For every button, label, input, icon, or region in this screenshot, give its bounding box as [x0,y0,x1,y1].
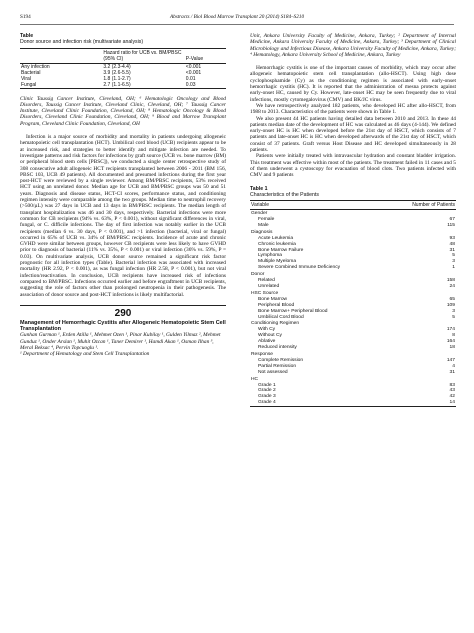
table1-variable: Partial Remission [258,363,297,369]
table1-number: 109 [446,302,455,308]
table1-variable: Donor [251,272,265,278]
table1-group-row [250,229,456,236]
table-title: Table [20,33,34,39]
paragraph-1: Hemorrhagic cystitis is one of the important causes of morbidity, which may occur after allogeneic hematopoietic stem cell transplantation (allo-HSCT). Using high dose cyclophosphamide (Cy) as the conditioning regimen is associated with early-onset hemorrhagic cystitis (HC). It is reported that the administration of mesna protects against early-onset HC, caused by Cy. However, late-onset HC may be seen frequently due to viral infections, mostly cytomegalovirus (CMV) and BK/JC virus. [250,65,456,103]
table-cell-hr: 1.8 (1.1-2.7) [103,75,131,82]
table1-number [405,376,457,383]
table1-group-row [250,271,456,278]
table-col-hr: Hazard ratio for UCB vs. BM/PBSC (95% CI) [103,49,182,62]
table1-number: 24 [449,284,455,289]
table-cell-label: Viral [21,75,31,82]
table1-number [405,290,457,297]
table1-number: 5 [452,253,455,259]
page-number: S194 [20,14,31,20]
table1-variable: Related [258,278,275,284]
paragraph-2: We have retrospectively analyzed 182 patients, who developed HC after allo-HSCT, from 1988 to 2013. Characteristics of the patients were shown in Table 1. [250,102,456,116]
table1-variable: Grade 4 [258,400,276,406]
table1-title: Table 1 [250,185,268,192]
abstract-affiliations: Clinic Taussig Cancer Institute, Cleveland, OH; ⁶ Hematologic Oncology and Blood Disorders, Taussig Cancer Institute, Cleveland Clinic, Cleveland, OH; ⁷ Taussig Cancer Institute, Cleveland Clinic Foundation, Cleveland, OH; ⁸ Hematologic Oncology & Blood Disorders, Cleveland Clinic Foundation, Cleveland, OH; ⁹ Blood and Marrow Transplant Program, Cleveland Clinic Foundation, Cleveland, OH [20,95,226,127]
table1-variable: Grade 3 [258,394,276,400]
abstract-number: 290 [20,305,226,320]
table1-number: 42 [449,394,455,400]
table1-variable: Diagnosis [251,229,273,235]
table-cell-hr: 2.7 (1.1-6.5) [103,81,131,88]
table1-variable: HC [251,376,259,382]
affiliations-continued: Unit, Ankara University Faculty of Medicine, Ankara, Turkey; ² Department of Internal Medicine, Ankara University Faculty of Medicine, Ankara, Turkey; ³ Department of Clinical Microbiology and Infectious Disease, Ankara University Faculty of Medicine, Ankara, Turkey; ⁴ Hematology, Ankara University School of Medicine, Ankara, Turkey [250,33,456,58]
table1-number [405,351,457,358]
table1-variable: Bone Marrow Failure [258,247,304,253]
table1-number: 174 [446,327,455,333]
table1-number: 31 [449,369,455,375]
table1-row [250,400,456,406]
table1-subtitle: Characteristics of the Patients [250,191,319,198]
table1-variable: Bone Marrow+ Peripheral Blood [258,308,328,314]
table1-variable: Conditioning Regimen [251,321,300,327]
page-header [20,14,454,25]
left-column [20,33,226,358]
table1-variable: Lymphoma [258,253,283,259]
table1-number [405,210,457,217]
table1-number: 14 [449,400,455,406]
table1-group-row [250,210,456,217]
table1-number: 48 [449,241,455,247]
table-cell-p: 0.01 [185,75,196,82]
abstract-title: Management of Hemorrhagic Cystitis after Allogeneic Hematopoietic Stem Cell Transplantation [20,319,226,333]
table1-number: 147 [446,357,455,363]
table1-number: 164 [446,339,455,345]
abstract-body: Infection is a major source of morbidity and mortality in patients undergoing allogeneic hematopoietic cell transplantation (HCT). Umbilical cord blood (UCB) recipients appear to be at increased risk, and strategies to better identify and mitigate infection are needed. To investigate patterns and risk factors for infections by graft source (UCB vs. bone marrow (BM) or peripheral blood stem cells [PBSC]), we conducted a single center retrospective study of 308 consecutive adult allogeneic HCT recipients transplanted between 2006 - 2011 (BM 156, PBSC 103, UCB 49 patients). All documented and presumed infections during the first year post-HCT were reviewed by a single reviewer. Among BM/PBSC recipients, 53% received HCT using an unrelated donor. Median age for UCB and BM/PBSC groups was 50 and 51 years. Diagnosis and disease status, HCT-CI scores, performance status, and conditioning regimen intensity were comparable among the two groups. Median time to neutrophil recovery (>500/µL) was 27 days in UCB and 13 days in BM/PBSC recipients. The median length of transplant hospitalization was 46 and 30 days, respectively. Bacterial infections were more common for CB recipients (94% vs. 63%, P < 0.001), without significant differences in viral, fungal, or C. difficile infections. The day of first infection was notably earlier in the UCB recipients (median 6 vs. 30 days, P < 0.001), and >1 infection (bacterial, viral or fungal) occurred in 65% of UCB vs. 34% of BM/PBSC recipients. Incidence of acute and chronic GVHD were similar between groups, however CB recipients were less likely to have GVHD prior to diagnosis of bacterial (11% vs. 35%, P < 0.001) or viral infection (36% vs. 59%, P = 0.03). On multivariate analysis, UCB donor source remained a significant risk factor prognostic for all infection types (Table). Bacterial infection was associated with increased mortality (HR 2.92, P < 0.001), as was fungal infection (HR 2.58, P < 0.001), but not viral infection/reactivation. In conclusion, UCB recipients have increased risk of infections compared to BM/PBSC. Infections occurred earlier and before engraftment in UCB recipients, suggesting the role of factors other than prolonged neutropenia in their pathogenesis. The association of donor source and post-HCT infections is likely multifactorial. [20,134,226,298]
table1-number: 67 [449,217,455,223]
table1-group-row [250,290,456,297]
table-row [20,82,226,89]
table1-number: 115 [447,222,455,228]
table1-number: 1 [452,265,455,271]
table1-number: 3 [452,308,455,314]
table1-variable: Response [251,351,274,357]
table-col-p: P-Value [185,55,204,62]
patient-characteristics-table [250,200,456,407]
table-cell-hr: 3.9 (2.6-5.5) [103,69,131,76]
donor-source-table [20,48,226,89]
table1-group-row [250,376,456,383]
table1-number: 93 [449,235,455,241]
right-column [250,33,456,407]
table1-number: 43 [449,388,455,394]
table1-number [405,229,457,236]
table1-group-row [250,351,456,358]
table1-number: 83 [449,382,455,388]
table1-variable: Chronic leukemia [258,241,296,247]
table-cell-label: Fungal [21,81,37,88]
table1-col-number: Number of Patients [412,202,455,209]
table1-col-variable: Variable [251,202,269,209]
table1-number: 3 [452,259,455,265]
table-cell-p: <0.001 [185,69,202,76]
table1-number: 4 [452,363,455,369]
journal-citation: Abstracts / Biol Blood Marrow Transplant 20 (2014) S184–S210 [169,14,305,20]
table1-variable: Reduced intensity [258,345,297,351]
table1-group-row [250,320,456,327]
table-subtitle: Donor source and infection risk (multivariate analysis) [20,39,144,46]
table-cell-label: Any infection [21,63,50,70]
paragraph-4: Patients were initially treated with intravascular hydration and constant bladder irrigation. This treatment was effective within most of the patients. The treatment failed in 11 cases and 5 of them underwent a cystoscopy for evacuation of blood clots. Two patients infected with CMV and 9 patients [250,153,456,179]
paragraph-3: We also present 44 HC patients having detailed data between 2010 and 2013. In these 44 patients median date of the development of HC was calculated as 46 days (4-144). We defined early-onset HC is HC when developed before the 21st day of HSCT, which consists of 7 patients and late-onset HC is HC when developed afterwards of the 21st day of HSCT, which consist of 37 patients. Graft versus Host Disease and HC developed simultaneously in 28 patients. [250,115,456,154]
table1-variable: Multiple Myeloma [258,259,297,265]
table1-variable: Grade 2 [258,388,276,394]
table1-variable: Peripheral Blood [258,302,295,308]
table1-variable: Ablative [258,339,276,345]
table1-variable: Severe Combined Immune Deficiency [258,265,341,271]
table-cell-p: <0.001 [185,63,202,70]
abstract-affiliation-1: ¹ Department of Hematology and Stem Cell Transplantation [20,351,150,358]
table1-variable: HSC Source [251,290,279,296]
table1-variable: Bone Marrow [258,296,288,302]
table1-variable: Female [258,217,275,223]
table1-variable: With Cy [258,327,276,333]
table1-variable: Not assessed [258,369,288,375]
table1-number: 31 [449,247,455,253]
table1-number: 158 [446,278,455,284]
table-cell-hr: 3.2 (2.3-4.4) [103,63,131,70]
table1-variable: Complete Remission [258,357,304,363]
table1-variable: Unrelated [258,284,280,289]
table1-number: 65 [449,296,455,302]
table1-number: 5 [452,314,455,320]
table1-variable: Acute Leukemia [258,235,294,241]
table-cell-label: Bacterial [21,69,41,76]
abstract-authors: Gunhan Gurman ¹, Erden Atilla ¹, Mehmet Ozen ¹, Pinar Kubilay ¹, Gulden Yilmaz ², Mehmet Gunduz ¹, Onder Arslan ¹, Muhit Ozcan ¹, Taner Demirer ¹, Hamdi Akan ¹, Osman Ilhan ³, Meral Beksac ⁴, Pervin Topcuoglu ¹. [20,332,221,351]
table1-variable: Umbilical Cord Blood [258,314,304,320]
table1-number: 8 [452,333,455,339]
table1-variable: Gender [251,211,268,217]
table1-variable: Without Cy [258,333,282,339]
table1-variable: Grade 1 [258,382,276,388]
table1-variable: Male [258,222,269,228]
table1-number: 18 [449,345,455,351]
table-cell-p: 0.03 [185,81,196,88]
